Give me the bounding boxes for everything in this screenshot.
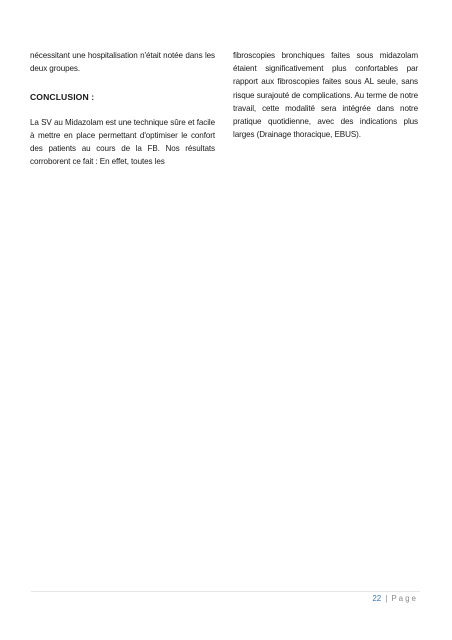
conclusion-paragraph: La SV au Midazolam est une technique sûre et facile à mettre en place permettant d'optimiser le confort des patients au cours de la FB. Nos résultats corroborent ce fait : En effet, toutes les bbox=[30, 117, 215, 167]
conclusion-heading: CONCLUSION : bbox=[30, 92, 95, 103]
footer-divider bbox=[31, 591, 420, 592]
page-number: 22 bbox=[372, 594, 382, 603]
right-column bbox=[233, 49, 418, 141]
left-column bbox=[30, 49, 215, 168]
page-footer bbox=[372, 594, 418, 603]
right-paragraph: fibroscopies bronchiques faites sous midazolam étaient significativement plus confortables par rapport aux fibroscopies faites sous AL seule, sans risque surajouté de complications. Au terme de notre travail, cette modalité sera intégrée dans notre pratique quotidienne, avec des indications plus larges (Drainage thoracique, EBUS). bbox=[233, 51, 418, 140]
page-label: Page bbox=[391, 594, 418, 603]
left-paragraph-continuation: nécessitant une hospitalisation n'était notée dans les deux groupes. bbox=[30, 51, 215, 74]
footer-separator: | bbox=[385, 594, 388, 603]
